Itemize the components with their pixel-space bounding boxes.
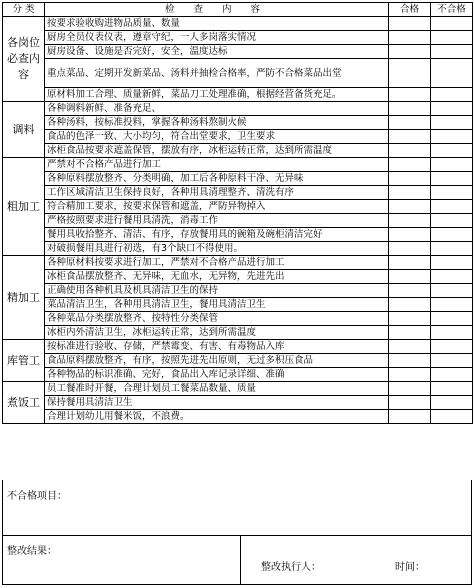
check-item: 符合精加工要求，按要求保管和遮盖，严防异物掉入	[45, 200, 389, 214]
check-item: 厨房设备、设施是否完好，安全，温度达标	[45, 45, 389, 59]
check-item: 厨房全员仪表仪表，遵章守纪，一人多岗落实情况	[45, 31, 389, 45]
pass-cell[interactable]	[389, 31, 431, 45]
rectification-executor-label: 整改执行人：	[261, 562, 321, 573]
fail-cell[interactable]	[431, 130, 473, 144]
pass-cell[interactable]	[389, 326, 431, 340]
rectification-result-label: 整改结果：	[7, 546, 57, 557]
pass-cell[interactable]	[389, 17, 431, 31]
pass-cell[interactable]	[389, 45, 431, 59]
pass-cell[interactable]	[389, 228, 431, 242]
check-item: 重点菜品、定期开发新菜品、汤料并抽检合格率，严防不合格菜品出堂	[45, 59, 389, 88]
fail-cell[interactable]	[431, 326, 473, 340]
check-item: 保持餐用具清洁卫生	[45, 396, 389, 410]
fail-cell[interactable]	[431, 396, 473, 410]
check-item: 餐用具收拾整齐、清洁、有序，存放餐用具的碗箱及碗柜清洁完好	[45, 228, 389, 242]
check-row	[3, 88, 473, 102]
check-row	[3, 410, 473, 424]
header-content: 检 查 内 容	[45, 3, 389, 17]
fail-cell[interactable]	[431, 102, 473, 116]
check-row	[3, 284, 473, 298]
pass-cell[interactable]	[389, 368, 431, 382]
pass-cell[interactable]	[389, 102, 431, 116]
header-row	[3, 3, 473, 17]
pass-cell[interactable]	[389, 130, 431, 144]
pass-cell[interactable]	[389, 354, 431, 368]
pass-cell[interactable]	[389, 144, 431, 158]
pass-cell[interactable]	[389, 172, 431, 186]
check-item: 按要求验收购进物品质量、数量	[45, 17, 389, 31]
pass-cell[interactable]	[389, 270, 431, 284]
fail-cell[interactable]	[431, 256, 473, 270]
category-cell: 调料	[3, 102, 45, 158]
pass-cell[interactable]	[389, 312, 431, 326]
header-fail: 不合格	[431, 3, 473, 17]
category-cell: 库管工	[3, 340, 45, 382]
check-row	[3, 158, 473, 172]
check-row	[3, 368, 473, 382]
fail-cell[interactable]	[431, 340, 473, 354]
fail-cell[interactable]	[431, 242, 473, 256]
check-item: 员工餐准时开餐，合理计划员工餐菜品数量、质量	[45, 382, 389, 396]
pass-cell[interactable]	[389, 214, 431, 228]
check-item: 工作区域清洁卫生保持良好，各种用具清理整齐、清洗有序	[45, 186, 389, 200]
fail-cell[interactable]	[431, 116, 473, 130]
fail-items-label: 不合格项目：	[7, 491, 67, 502]
check-row	[3, 17, 473, 31]
fail-cell[interactable]	[431, 158, 473, 172]
fail-cell[interactable]	[431, 17, 473, 31]
fail-cell[interactable]	[431, 354, 473, 368]
fail-cell[interactable]	[431, 298, 473, 312]
fail-cell[interactable]	[431, 228, 473, 242]
check-row	[3, 31, 473, 45]
fail-cell[interactable]	[431, 88, 473, 102]
pass-cell[interactable]	[389, 59, 431, 88]
check-item: 食品原料摆放整齐，有序，按照先进先出原则，无过多积压食品	[45, 354, 389, 368]
fail-cell[interactable]	[431, 45, 473, 59]
check-row	[3, 130, 473, 144]
check-row	[3, 340, 473, 354]
check-row	[3, 200, 473, 214]
check-item: 严禁对不合格产品进行加工	[45, 158, 389, 172]
footer-area	[2, 480, 472, 585]
category-cell: 煮饭工	[3, 382, 45, 424]
fail-cell[interactable]	[431, 270, 473, 284]
footer-divider-line	[3, 535, 471, 536]
rectification-time-label: 时间：	[395, 562, 425, 573]
check-item: 各种物品的标识准确、完好，食品出入库记录详细、准确	[45, 368, 389, 382]
fail-cell[interactable]	[431, 59, 473, 88]
header-category: 分 类	[3, 3, 45, 17]
check-row	[3, 298, 473, 312]
check-item: 菜品清洁卫生，各种用具清洁卫生，餐用具清洁卫生	[45, 298, 389, 312]
check-row	[3, 45, 473, 59]
check-row	[3, 382, 473, 396]
check-item: 各种原材料按要求进行加工，严禁对不合格产品进行加工	[45, 256, 389, 270]
check-item: 各种调料新鲜、准备充足、	[45, 102, 389, 116]
check-item: 严格按照要求进行餐用具清洗，消毒工作	[45, 214, 389, 228]
fail-cell[interactable]	[431, 312, 473, 326]
check-item: 冰柜食品按要求遮盖保管，摆放有序，冰柜运转正常，达到所需温度	[45, 144, 389, 158]
fail-cell[interactable]	[431, 186, 473, 200]
check-item: 原材料加工合理、质量新鲜，菜品刀工处理准确，根据经营备货充足。	[45, 88, 389, 102]
check-row	[3, 256, 473, 270]
check-item: 食品的色泽一致、大小均匀，符合出堂要求，卫生要求	[45, 130, 389, 144]
check-row	[3, 144, 473, 158]
pass-cell[interactable]	[389, 200, 431, 214]
pass-cell[interactable]	[389, 242, 431, 256]
pass-cell[interactable]	[389, 186, 431, 200]
check-row	[3, 228, 473, 242]
pass-cell[interactable]	[389, 116, 431, 130]
pass-cell[interactable]	[389, 88, 431, 102]
category-cell: 各岗位必查内容	[3, 17, 45, 102]
fail-cell[interactable]	[431, 214, 473, 228]
check-row	[3, 102, 473, 116]
check-row	[3, 354, 473, 368]
pass-cell[interactable]	[389, 410, 431, 424]
category-cell: 粗加工	[3, 158, 45, 256]
check-row	[3, 312, 473, 326]
fail-cell[interactable]	[431, 31, 473, 45]
check-row	[3, 186, 473, 200]
check-row	[3, 172, 473, 186]
pass-cell[interactable]	[389, 256, 431, 270]
fail-cell[interactable]	[431, 144, 473, 158]
inspection-table	[2, 2, 473, 424]
check-row	[3, 242, 473, 256]
fail-cell[interactable]	[431, 410, 473, 424]
pass-cell[interactable]	[389, 284, 431, 298]
check-item: 正确使用各种机具及机具清洁卫生的保持	[45, 284, 389, 298]
check-row	[3, 270, 473, 284]
check-row	[3, 214, 473, 228]
check-item: 各种原料摆放整齐、分类明确，加工后各种原料干净、无异味	[45, 172, 389, 186]
footer-vertical-divider	[240, 535, 241, 584]
pass-cell[interactable]	[389, 298, 431, 312]
check-item: 冰柜内外清洁卫生，冰柜运转正常，达到所需温度	[45, 326, 389, 340]
check-item: 按标准进行验收、存储，严禁霉变、有害、有毒物品入库	[45, 340, 389, 354]
check-row	[3, 326, 473, 340]
pass-cell[interactable]	[389, 340, 431, 354]
check-row	[3, 116, 473, 130]
fail-cell[interactable]	[431, 172, 473, 186]
check-row	[3, 396, 473, 410]
check-item: 各种菜品分类摆放整齐、按特性分类保管	[45, 312, 389, 326]
check-item: 合理计划幼儿用餐米饭，不浪费。	[45, 410, 389, 424]
pass-cell[interactable]	[389, 396, 431, 410]
fail-cell[interactable]	[431, 382, 473, 396]
check-item: 冰柜食品摆放整齐、无异味，无血水，无异物，先进先出	[45, 270, 389, 284]
check-item: 对破损餐用具进行初选，有3个缺口不得使用。	[45, 242, 389, 256]
check-row	[3, 59, 473, 88]
fail-cell[interactable]	[431, 284, 473, 298]
fail-cell[interactable]	[431, 200, 473, 214]
pass-cell[interactable]	[389, 158, 431, 172]
pass-cell[interactable]	[389, 382, 431, 396]
header-pass: 合格	[389, 3, 431, 17]
fail-cell[interactable]	[431, 368, 473, 382]
check-item: 各种汤料，按标准投料，掌握各种汤料熬制火候	[45, 116, 389, 130]
category-cell: 精加工	[3, 256, 45, 340]
